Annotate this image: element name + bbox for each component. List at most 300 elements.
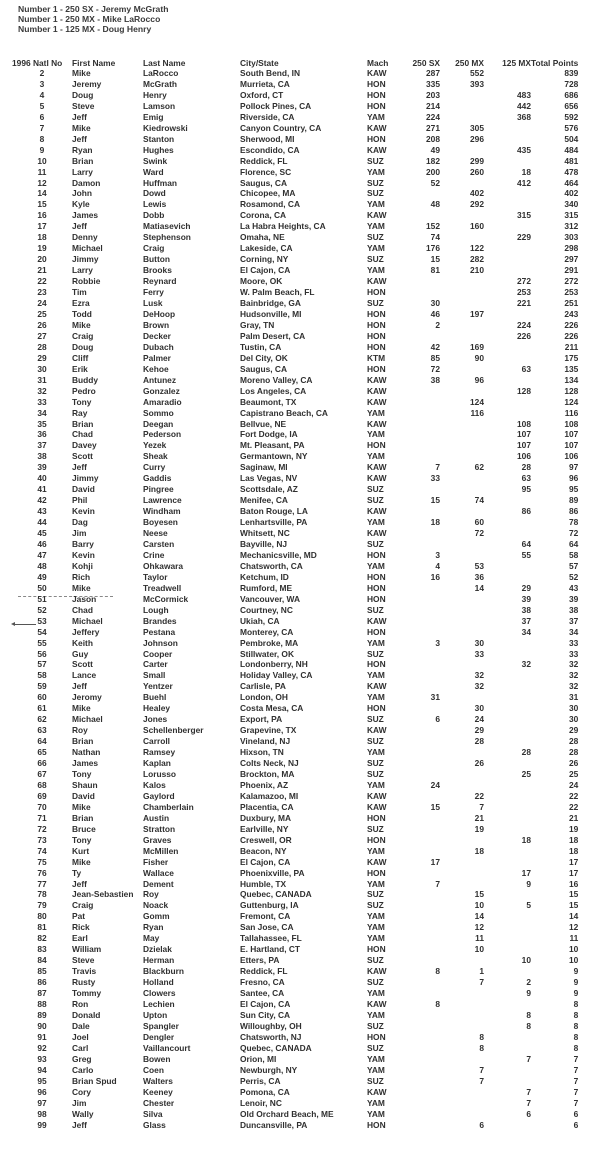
city-state-cell: Escondido, CA xyxy=(240,144,300,155)
mx125-cell: 5 xyxy=(526,900,531,911)
sx250-cell xyxy=(395,1109,440,1120)
last-name-cell: Buehl xyxy=(143,692,167,703)
natl-no-cell: 29 xyxy=(37,352,47,363)
table-row xyxy=(12,922,578,933)
city-state-cell: La Habra Heights, CA xyxy=(240,221,326,232)
mx125-cell xyxy=(484,342,531,353)
mach-cell: YAM xyxy=(367,845,385,856)
mach-cell: HON xyxy=(367,571,386,582)
last-name-cell: Lough xyxy=(143,604,169,615)
sx250-cell xyxy=(395,922,440,933)
mach-cell: YAM xyxy=(367,1053,385,1064)
mx250-cell xyxy=(440,506,484,517)
table-row xyxy=(12,627,578,638)
total-points-cell: 6 xyxy=(573,1119,579,1130)
mx125-cell xyxy=(484,1043,531,1054)
table-row xyxy=(12,495,578,506)
city-state-cell: Orion, MI xyxy=(240,1053,277,1064)
mx250-cell xyxy=(440,769,484,780)
mx250-cell xyxy=(440,1021,484,1032)
last-name-cell: Taylor xyxy=(143,571,168,582)
city-state-cell: Gray, TN xyxy=(240,319,275,330)
mach-cell: KAW xyxy=(367,418,387,429)
mx250-cell: 210 xyxy=(470,265,484,276)
total-points-cell: 33 xyxy=(568,637,579,648)
mx125-cell: 128 xyxy=(517,385,531,396)
mx125-cell xyxy=(484,134,531,145)
total-points-cell: 291 xyxy=(564,265,579,276)
sx250-cell xyxy=(395,276,440,287)
mach-cell: YAM xyxy=(367,692,385,703)
sx250-cell xyxy=(395,889,440,900)
sx250-cell: 85 xyxy=(430,352,440,363)
mach-cell: YAM xyxy=(367,1108,385,1119)
last-name-cell: Palmer xyxy=(143,352,171,363)
total-points-cell: 97 xyxy=(568,462,579,473)
mx125-cell xyxy=(484,1120,531,1131)
last-name-cell: Lechien xyxy=(143,999,175,1010)
total-points-cell: 30 xyxy=(568,703,579,714)
mx125-cell xyxy=(484,824,531,835)
mx125-cell: 95 xyxy=(521,484,531,495)
table-row xyxy=(12,375,578,386)
sx250-cell: 33 xyxy=(430,473,440,484)
first-name-cell: Pat xyxy=(72,911,86,922)
mx125-cell: 86 xyxy=(521,506,531,517)
last-name-cell: Holland xyxy=(143,977,174,988)
mx250-cell: 12 xyxy=(474,922,484,933)
first-name-cell: Rich xyxy=(72,571,91,582)
last-name-cell: Neese xyxy=(143,528,168,539)
mx250-cell xyxy=(440,988,484,999)
natl-no-cell: 78 xyxy=(37,889,47,900)
total-points-cell: 253 xyxy=(564,287,579,298)
sx250-cell: 3 xyxy=(435,549,440,560)
mx250-cell xyxy=(440,331,484,342)
mx250-cell: 36 xyxy=(474,571,484,582)
city-state-cell: Vancouver, WA xyxy=(240,593,301,604)
sx250-cell: 81 xyxy=(430,265,440,276)
mx125-cell xyxy=(484,528,531,539)
mx125-cell xyxy=(484,243,531,254)
first-name-cell: Joel xyxy=(72,1031,89,1042)
city-state-cell: Fremont, CA xyxy=(240,911,291,922)
mx125-cell: 108 xyxy=(517,418,531,429)
table-row xyxy=(12,583,578,594)
table-row xyxy=(12,999,578,1010)
natl-no-cell: 68 xyxy=(37,779,47,790)
last-name-cell: Clowers xyxy=(143,988,176,999)
natl-no-cell: 24 xyxy=(37,298,47,309)
first-name-cell: Roy xyxy=(72,725,88,736)
mx125-cell xyxy=(484,517,531,528)
last-name-cell: Brandes xyxy=(143,615,177,626)
last-name-cell: Blackburn xyxy=(143,966,184,977)
natl-no-cell: 92 xyxy=(37,1042,47,1053)
table-row xyxy=(12,287,578,298)
mx250-cell: 10 xyxy=(474,944,484,955)
first-name-cell: Michael xyxy=(72,615,103,626)
last-name-cell: Johnson xyxy=(143,637,178,648)
mx125-cell xyxy=(484,156,531,167)
table-row xyxy=(12,572,578,583)
mx250-cell: 19 xyxy=(474,823,484,834)
mx250-cell: 96 xyxy=(474,374,484,385)
last-name-cell: DeHoop xyxy=(143,308,176,319)
mx250-cell xyxy=(440,386,484,397)
first-name-cell: Mike xyxy=(72,703,91,714)
city-state-cell: Holiday Valley, CA xyxy=(240,670,313,681)
table-row xyxy=(12,703,578,714)
city-state-cell: Brockton, MA xyxy=(240,769,295,779)
last-name-cell: Bowen xyxy=(143,1053,171,1064)
last-name-cell: Dubach xyxy=(143,341,174,352)
mach-cell: KTM xyxy=(367,352,386,363)
sx250-cell: 335 xyxy=(426,78,440,89)
sx250-cell xyxy=(395,429,440,440)
city-state-cell: Grapevine, TX xyxy=(240,725,297,736)
table-row xyxy=(12,911,578,922)
last-name-cell: McGrath xyxy=(143,78,177,89)
total-points-cell: 303 xyxy=(564,232,579,243)
champion-250mx: Number 1 - 250 MX - Mike LaRocco xyxy=(18,14,161,24)
table-row xyxy=(12,1065,578,1076)
sx250-cell xyxy=(395,736,440,747)
first-name-cell: Craig xyxy=(72,900,94,911)
natl-no-cell: 56 xyxy=(37,648,47,659)
last-name-cell: Spangler xyxy=(143,1020,179,1031)
mach-cell: SUZ xyxy=(367,648,384,659)
total-points-cell: 37 xyxy=(568,615,579,626)
mx125-cell: 315 xyxy=(517,210,531,221)
mach-cell: SUZ xyxy=(367,769,384,779)
sx250-cell: 8 xyxy=(435,966,440,977)
mach-cell: KAW xyxy=(367,801,387,812)
table-row xyxy=(12,1120,578,1131)
last-name-cell: Button xyxy=(143,254,170,265)
total-points-cell: 19 xyxy=(568,823,579,834)
city-state-cell: Costa Mesa, CA xyxy=(240,703,304,714)
sx250-cell xyxy=(395,649,440,660)
first-name-cell: Dale xyxy=(72,1020,90,1031)
first-name-cell: Cliff xyxy=(72,352,89,363)
sx250-cell xyxy=(395,900,440,911)
first-name-cell: William xyxy=(72,944,102,955)
last-name-cell: Dobb xyxy=(143,210,165,221)
table-row xyxy=(12,605,578,616)
table-row xyxy=(12,594,578,605)
last-name-cell: McCormick xyxy=(143,593,189,604)
mach-cell: SUZ xyxy=(367,298,384,309)
natl-no-cell: 60 xyxy=(37,692,47,703)
mach-cell: HON xyxy=(367,944,386,955)
sx250-cell xyxy=(395,835,440,846)
city-state-cell: Sherwood, MI xyxy=(240,133,295,144)
mach-cell: KAW xyxy=(367,210,387,221)
last-name-cell: Boyesen xyxy=(143,517,178,528)
total-points-cell: 8 xyxy=(573,1031,579,1042)
mx250-cell xyxy=(440,594,484,605)
table-row xyxy=(12,868,578,879)
natl-no-cell: 81 xyxy=(37,922,47,933)
mx250-cell xyxy=(440,1054,484,1065)
table-row xyxy=(12,1109,578,1120)
mx125-cell xyxy=(484,254,531,265)
mach-cell: HON xyxy=(367,440,386,451)
total-points-cell: 481 xyxy=(564,155,579,166)
mach-cell: SUZ xyxy=(367,977,384,988)
mx250-cell: 74 xyxy=(474,495,484,506)
table-row xyxy=(12,769,578,780)
city-state-cell: Chatsworth, NJ xyxy=(240,1031,302,1042)
sx250-cell xyxy=(395,287,440,298)
total-points-cell: 10 xyxy=(568,944,579,955)
mach-cell: KAW xyxy=(367,790,387,801)
first-name-cell: Tommy xyxy=(72,988,102,999)
natl-no-cell: 36 xyxy=(37,429,47,440)
sx250-cell: 7 xyxy=(435,462,440,473)
total-points-cell: 243 xyxy=(564,308,579,319)
natl-no-cell: 89 xyxy=(37,1009,47,1020)
city-state-cell: Capistrano Beach, CA xyxy=(240,407,328,418)
mach-cell: SUZ xyxy=(367,177,384,188)
natl-no-cell: 58 xyxy=(37,670,47,681)
last-name-cell: Matiasevich xyxy=(143,221,191,232)
sx250-cell: 224 xyxy=(426,111,440,122)
sx250-cell: 4 xyxy=(435,560,440,571)
first-name-cell: James xyxy=(72,210,99,221)
natl-no-cell: 21 xyxy=(37,265,47,276)
mx250-cell xyxy=(440,539,484,550)
mach-cell: KAW xyxy=(367,506,387,517)
mach-cell: KAW xyxy=(367,856,387,867)
natl-no-cell: 35 xyxy=(37,418,47,429)
city-state-cell: Oxford, CT xyxy=(240,89,284,100)
table-row xyxy=(12,419,578,430)
sx250-cell xyxy=(395,210,440,221)
natl-no-cell: 50 xyxy=(37,582,47,593)
last-name-cell: Ohkawara xyxy=(143,560,184,571)
natl-no-cell: 3 xyxy=(39,78,45,89)
mx250-cell xyxy=(440,419,484,430)
total-points-cell: 10 xyxy=(568,955,579,966)
sx250-cell: 182 xyxy=(426,155,440,166)
mx125-cell xyxy=(484,889,531,900)
mx125-cell: 221 xyxy=(517,298,531,309)
natl-no-cell: 55 xyxy=(37,637,47,648)
first-name-cell: Jeff xyxy=(72,462,87,473)
mx250-cell xyxy=(440,145,484,156)
natl-no-cell: 23 xyxy=(37,287,47,298)
last-name-cell: Sommo xyxy=(143,407,174,418)
mach-cell: HON xyxy=(367,812,386,823)
sx250-cell xyxy=(395,1010,440,1021)
mx250-cell: 260 xyxy=(470,166,484,177)
total-points-cell: 8 xyxy=(573,1020,579,1031)
last-name-cell: Noack xyxy=(143,900,169,911)
mx125-cell: 39 xyxy=(521,593,531,604)
last-name-cell: May xyxy=(143,933,160,944)
sx250-cell xyxy=(395,681,440,692)
mach-cell: YAM xyxy=(367,1009,385,1020)
table-row xyxy=(12,900,578,911)
mach-cell: HON xyxy=(367,287,386,298)
natl-no-cell: 31 xyxy=(37,374,47,385)
header-first-name: First Name xyxy=(72,57,116,68)
first-name-cell: Tony xyxy=(72,396,92,407)
table-row xyxy=(12,988,578,999)
city-state-cell: Lenoir, NC xyxy=(240,1097,282,1108)
table-row xyxy=(12,539,578,550)
total-points-cell: 22 xyxy=(568,801,579,812)
table-row xyxy=(12,1010,578,1021)
mach-cell: HON xyxy=(367,582,386,593)
city-state-cell: Corona, CA xyxy=(240,210,287,221)
city-state-cell: Lenhartsville, PA xyxy=(240,517,308,528)
last-name-cell: Dement xyxy=(143,878,174,889)
mx250-cell xyxy=(440,440,484,451)
first-name-cell: Mike xyxy=(72,801,91,812)
sx250-cell: 74 xyxy=(430,232,440,243)
first-name-cell: Carlo xyxy=(72,1064,94,1075)
last-name-cell: Small xyxy=(143,670,166,681)
first-name-cell: Pedro xyxy=(72,385,96,396)
mx250-cell xyxy=(440,955,484,966)
mach-cell: YAM xyxy=(367,560,385,571)
mach-cell: SUZ xyxy=(367,538,384,549)
first-name-cell: Ryan xyxy=(72,144,93,155)
mx250-cell: 292 xyxy=(470,199,484,210)
mx250-cell xyxy=(440,857,484,868)
last-name-cell: Chester xyxy=(143,1097,175,1108)
city-state-cell: Beaumont, TX xyxy=(240,396,297,407)
mx250-cell: 32 xyxy=(474,670,484,681)
mx125-cell: 107 xyxy=(517,440,531,451)
mach-cell: KAW xyxy=(367,725,387,736)
mach-cell: SUZ xyxy=(367,495,384,506)
mach-cell: HON xyxy=(367,703,386,714)
mx250-cell: 21 xyxy=(474,812,484,823)
mx250-cell: 160 xyxy=(470,221,484,232)
natl-no-cell: 84 xyxy=(37,955,47,966)
city-state-cell: Saugus, CA xyxy=(240,177,287,188)
table-row xyxy=(12,254,578,265)
mx250-cell: 393 xyxy=(470,78,484,89)
table-row xyxy=(12,638,578,649)
header-natl-no: 1996 Natl No xyxy=(12,57,63,68)
mach-cell: SUZ xyxy=(367,604,384,615)
last-name-cell: Brooks xyxy=(143,265,172,276)
city-state-cell: Moore, OK xyxy=(240,276,283,287)
table-row xyxy=(12,298,578,309)
last-name-cell: Gomm xyxy=(143,911,170,922)
table-row xyxy=(12,123,578,134)
mach-cell: KAW xyxy=(367,374,387,385)
city-state-cell: Canyon Country, CA xyxy=(240,122,322,133)
first-name-cell: Chad xyxy=(72,429,93,440)
mx125-cell xyxy=(484,846,531,857)
city-state-cell: Hixson, TN xyxy=(240,747,284,758)
natl-no-cell: 91 xyxy=(37,1031,47,1042)
sx250-cell xyxy=(395,451,440,462)
table-row xyxy=(12,429,578,440)
last-name-cell: Ferry xyxy=(143,287,164,298)
mach-cell: HON xyxy=(367,133,386,144)
city-state-cell: Newburgh, NY xyxy=(240,1064,298,1075)
mx125-cell: 18 xyxy=(521,834,531,845)
first-name-cell: Kurt xyxy=(72,845,90,856)
total-points-cell: 107 xyxy=(564,440,579,451)
last-name-cell: LaRocco xyxy=(143,68,179,78)
total-points-cell: 16 xyxy=(568,878,579,889)
sx250-cell: 200 xyxy=(426,166,440,177)
first-name-cell: Mike xyxy=(72,68,91,78)
mx250-cell: 28 xyxy=(474,736,484,747)
first-name-cell: Denny xyxy=(72,232,98,243)
table-row xyxy=(12,933,578,944)
natl-no-cell: 48 xyxy=(37,560,47,571)
total-points-cell: 272 xyxy=(564,276,579,287)
total-points-cell: 25 xyxy=(568,769,579,779)
table-row xyxy=(12,232,578,243)
natl-no-cell: 26 xyxy=(37,319,47,330)
mx250-cell xyxy=(440,1010,484,1021)
table-body xyxy=(12,68,578,1130)
header-250sx: 250 SX xyxy=(412,57,440,68)
mx250-cell xyxy=(440,473,484,484)
sx250-cell xyxy=(395,419,440,430)
header-mach: Mach xyxy=(367,57,389,68)
mach-cell: YAM xyxy=(367,407,385,418)
sx250-cell: 30 xyxy=(430,298,440,309)
mach-cell: SUZ xyxy=(367,955,384,966)
last-name-cell: Carter xyxy=(143,659,168,670)
first-name-cell: Kyle xyxy=(72,199,90,210)
mach-cell: YAM xyxy=(367,221,385,232)
mx125-cell xyxy=(484,725,531,736)
sx250-cell: 24 xyxy=(430,779,440,790)
mach-cell: HON xyxy=(367,308,386,319)
sx250-cell xyxy=(395,408,440,419)
natl-no-cell: 93 xyxy=(37,1053,47,1064)
first-name-cell: Shaun xyxy=(72,779,98,790)
mach-cell: YAM xyxy=(367,922,385,933)
mx125-cell xyxy=(484,561,531,572)
table-row xyxy=(12,714,578,725)
table-row xyxy=(12,670,578,681)
mach-cell: SUZ xyxy=(367,1042,384,1053)
total-points-cell: 7 xyxy=(573,1064,579,1075)
first-name-cell: Jeffery xyxy=(72,626,100,637)
first-name-cell: Phil xyxy=(72,495,88,506)
mx125-cell: 7 xyxy=(526,1097,531,1108)
last-name-cell: Keeney xyxy=(143,1086,173,1097)
sx250-cell: 287 xyxy=(426,68,440,78)
first-name-cell: Barry xyxy=(72,538,94,549)
mx250-cell xyxy=(440,835,484,846)
city-state-cell: South Bend, IN xyxy=(240,68,301,78)
table-row xyxy=(12,944,578,955)
table-row xyxy=(12,1043,578,1054)
total-points-cell: 32 xyxy=(568,659,579,670)
natl-no-cell: 42 xyxy=(37,495,47,506)
total-points-cell: 24 xyxy=(568,779,579,790)
mach-cell: KAW xyxy=(367,68,387,78)
table-header-row xyxy=(12,57,578,68)
mx250-cell: 8 xyxy=(479,1042,484,1053)
city-state-cell: Londonberry, NH xyxy=(240,659,308,670)
rankings-table xyxy=(12,57,578,1130)
